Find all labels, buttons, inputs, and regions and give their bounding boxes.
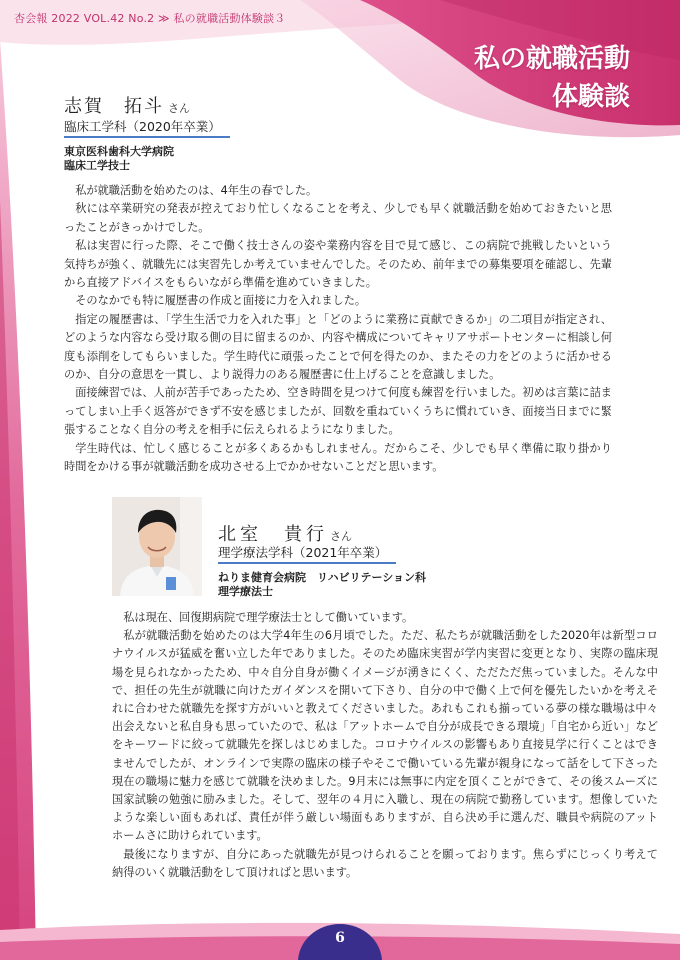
person2-body bbox=[112, 609, 658, 882]
person1-name-text: 志賀 拓斗 bbox=[64, 96, 164, 117]
person1-body bbox=[64, 182, 612, 477]
person1-affiliation bbox=[64, 145, 174, 173]
person1-affiliation-line2: 臨床工学技士 bbox=[64, 159, 130, 172]
breadcrumb[interactable]: 杏会報 2022 VOL.42 No.2 ≫ 私の就職活動体験談３ bbox=[14, 12, 286, 25]
person2-department: 理学療法学科（2021年卒業） bbox=[218, 545, 388, 560]
person1-name bbox=[64, 92, 190, 118]
person2-photo bbox=[112, 497, 202, 596]
paragraph: 私は現在、回復期病院で理学療法士として働いています。 bbox=[123, 611, 414, 624]
paragraph: 私が就職活動を始めたのは大学4年生の6月頃でした。ただ、私たちが就職活動をした2020年は新型コロナウイルスが猛威を奮い立した年でありました。そのため臨床実習が学内実習に変更となり、実際の臨床現場を見られなかったため、中々自分自身が働くイメージが湧きにくく、ただただ焦っていました。そんな中で、担任の先生が就職に向けたガイダンスを開いて下さり、自分の中で働く上で何を優先したいかを考えそれに合わせた就職先を探す方がいいと教えてくださいました。あれもこれも揃っている夢の様な職場は中々出会えないと私自身も思っていたので、私は「アットホームで自分が成長できる環境」「自宅から近い」などをキーワードに絞って就職先を探しはじめました。コロナウイルスの影響もあり直接見学に行くことはできませんでしたが、オンラインで実際の臨床の様子やそこで働いている先輩が親身になって話をして下さった現在の職場に魅力を感じて就職を決めました。9月末には無事に内定を頂くことができて、その後スムーズに国家試験の勉強に励みました。そして、翌年の４月に入職し、現在の病院で勤務しています。想像していたような楽しい面もあれば、責任が伴う厳しい場面もありますが、自ら決め手に選んだ、職員や病院のアットホームさに助けられています。 bbox=[112, 629, 658, 843]
paragraph: 面接練習では、人前が苦手であったため、空き時間を見つけて何度も練習を行いました。初めは言葉に詰まってしまい上手く返答ができず不安を感じましたが、回数を重ねていくうちに慣れていき、面接当日までに緊張することなく自分の考えを相手に伝えられるようになりました。 bbox=[64, 386, 612, 437]
paragraph: そのなかでも特に履歴書の作成と面接に力を入れました。 bbox=[75, 294, 367, 308]
page-title-line1: 私の就職活動 bbox=[473, 44, 630, 74]
person2-honorific: さん bbox=[330, 530, 352, 543]
person2-divider bbox=[218, 562, 396, 564]
person1-department: 臨床工学科（2020年卒業） bbox=[64, 119, 221, 134]
person2-affiliation-line1: ねりま健育会病院 リハビリテーション科 bbox=[218, 571, 427, 584]
paragraph: 私が就職活動を始めたのは、4年生の春でした。 bbox=[75, 184, 318, 197]
person2-affiliation bbox=[218, 571, 426, 599]
paragraph: 最後になりますが、自分にあった就職先が見つけられることを願っております。焦らずにじっくり考えて納得のいく就職活動をして頂ければと思います。 bbox=[112, 847, 658, 879]
person2-name-text: 北室 貴行 bbox=[218, 524, 328, 545]
page-number: 6 bbox=[335, 930, 345, 946]
person1-affiliation-line1: 東京医科歯科大学病院 bbox=[64, 145, 174, 158]
page-title bbox=[474, 40, 630, 116]
paragraph: 私は実習に行った際、そこで働く技士さんの姿や業務内容を目で見て感じ、この病院で挑戦したいという気持ちが強く、就職先には実習先しか考えていませんでした。そのため、前年までの募集要項を確認し、先輩から直接アドバイスをもらいながら準備を進めていきました。 bbox=[64, 239, 612, 290]
page-title-line2: 体験談 bbox=[551, 82, 630, 112]
person2-affiliation-line2: 理学療法士 bbox=[218, 585, 273, 598]
person1-divider bbox=[64, 136, 230, 138]
paragraph: 学生時代は、忙しく感じることが多くあるかもしれません。だからこそ、少しでも早く準備に取り掛かり時間をかける事が就職活動を成功させる上でかかせないことだと思います。 bbox=[64, 441, 612, 474]
paragraph: 秋には卒業研究の発表が控えており忙しくなることを考え、少しでも早く就職活動を始めておきたいと思ったことがきっかけでした。 bbox=[64, 202, 612, 234]
left-side-band bbox=[0, 0, 40, 960]
person1-honorific: さん bbox=[168, 102, 190, 115]
paragraph: 指定の履歴書は、「学生生活で力を入れた事」と「どのように業務に貢献できるか」の二項目が指定され、どのような内容なら受け取る側の目に留まるのか、内容や構成についてキャリアサポートセンターに相談し何度も添削をしてもらいました。学生時代に頑張ったことで何を得たのか、またその力をどのように活かせるのか、自分の意思を一貫し、より説得力のある履歴書に仕上げることを意識しました。 bbox=[64, 312, 612, 382]
